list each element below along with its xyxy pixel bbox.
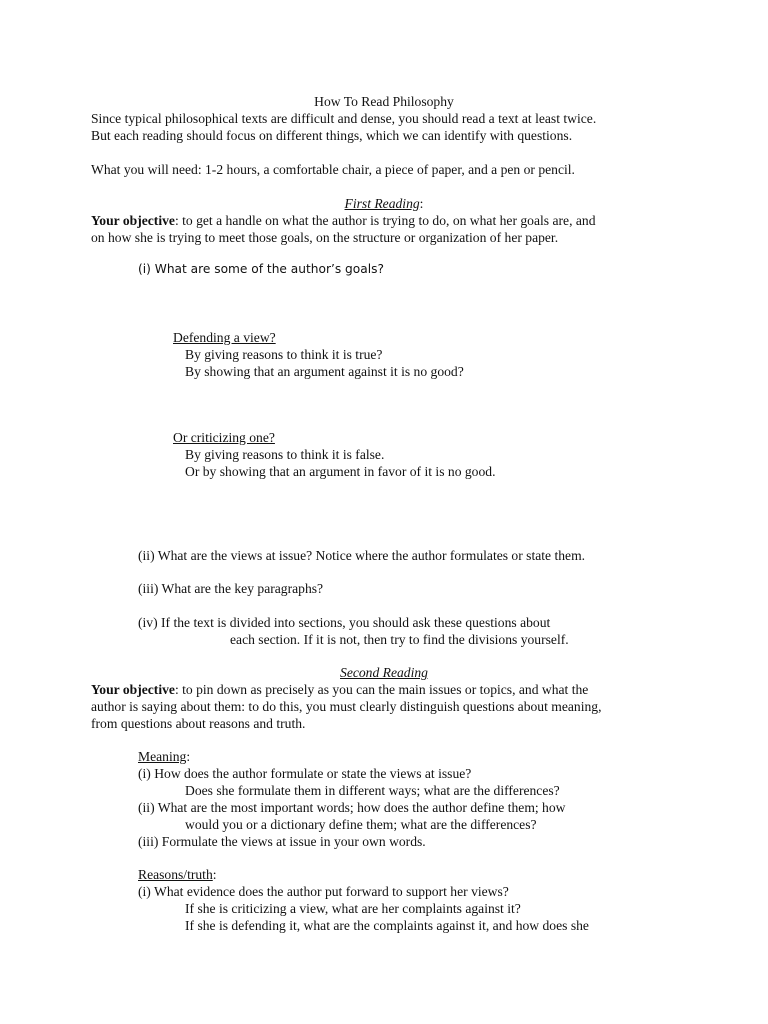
reasons-line-1: (i) What evidence does the author put forward to support her views?	[138, 884, 509, 899]
meaning-line-2: Does she formulate them in different ways; what are the differences?	[185, 783, 560, 798]
criticizing-item-2: Or by showing that an argument in favor of it is no good.	[185, 464, 496, 479]
document-title: How To Read Philosophy	[314, 94, 454, 109]
first-reading-colon: :	[419, 196, 424, 211]
first-objective-line-2: on how she is trying to meet those goals, on the structure or organization of her paper.	[91, 230, 559, 245]
intro-line-1: Since typical philosophical texts are difficult and dense, you should read a text at least twice.	[91, 111, 597, 126]
second-objective-line-1	[91, 681, 588, 698]
first-objective-text: : to get a handle on what the author is trying to do, on what her goals are, and	[174, 213, 596, 228]
requirements-line: What you will need: 1-2 hours, a comfortable chair, a piece of paper, and a pen or pencil.	[91, 162, 575, 177]
meaning-title: Meaning	[138, 749, 187, 764]
meaning-line-1: (i) How does the author formulate or state the views at issue?	[138, 766, 472, 781]
second-reading-title: Second Reading	[340, 665, 428, 680]
meaning-line-5: (iii) Formulate the views at issue in your own words.	[138, 834, 426, 849]
criticizing-heading: Or criticizing one?	[173, 430, 275, 445]
reasons-title: Reasons/truth	[138, 867, 213, 882]
second-reading-heading	[0, 664, 768, 681]
reasons-line-3: If she is defending it, what are the complaints against it, and how does she	[185, 918, 589, 933]
first-question-3: (iii) What are the key paragraphs?	[138, 581, 324, 596]
first-question-1: (i) What are some of the author’s goals?	[138, 262, 384, 276]
first-question-4-line-1: (iv) If the text is divided into sections, you should ask these questions about	[138, 615, 551, 630]
criticizing-item-1: By giving reasons to think it is false.	[185, 447, 385, 462]
meaning-colon: :	[186, 749, 191, 764]
second-objective-line-3: from questions about reasons and truth.	[91, 716, 306, 731]
first-reading-title: First Reading	[344, 196, 420, 211]
meaning-line-3: (ii) What are the most important words; how does the author define them; how	[138, 800, 566, 815]
intro-line-2: But each reading should focus on different things, which we can identify with questions.	[91, 128, 573, 143]
first-question-4-line-2: each section. If it is not, then try to find the divisions yourself.	[230, 632, 569, 647]
second-objective-label: Your objective	[91, 682, 175, 697]
meaning-heading	[138, 748, 190, 765]
first-reading-heading	[0, 195, 768, 212]
second-objective-text: : to pin down as precisely as you can the main issues or topics, and what the	[174, 682, 589, 697]
second-objective-line-2: author is saying about them: to do this, you must clearly distinguish questions about meaning,	[91, 699, 602, 714]
first-objective-label: Your objective	[91, 213, 175, 228]
first-objective-line-1	[91, 212, 596, 229]
defending-heading: Defending a view?	[173, 330, 276, 345]
reasons-heading	[138, 866, 217, 883]
reasons-colon: :	[212, 867, 217, 882]
reasons-line-2: If she is criticizing a view, what are her complaints against it?	[185, 901, 521, 916]
defending-item-1: By giving reasons to think it is true?	[185, 347, 383, 362]
meaning-line-4: would you or a dictionary define them; what are the differences?	[185, 817, 537, 832]
first-question-2: (ii) What are the views at issue? Notice where the author formulates or state them.	[138, 548, 586, 563]
defending-item-2: By showing that an argument against it is no good?	[185, 364, 464, 379]
